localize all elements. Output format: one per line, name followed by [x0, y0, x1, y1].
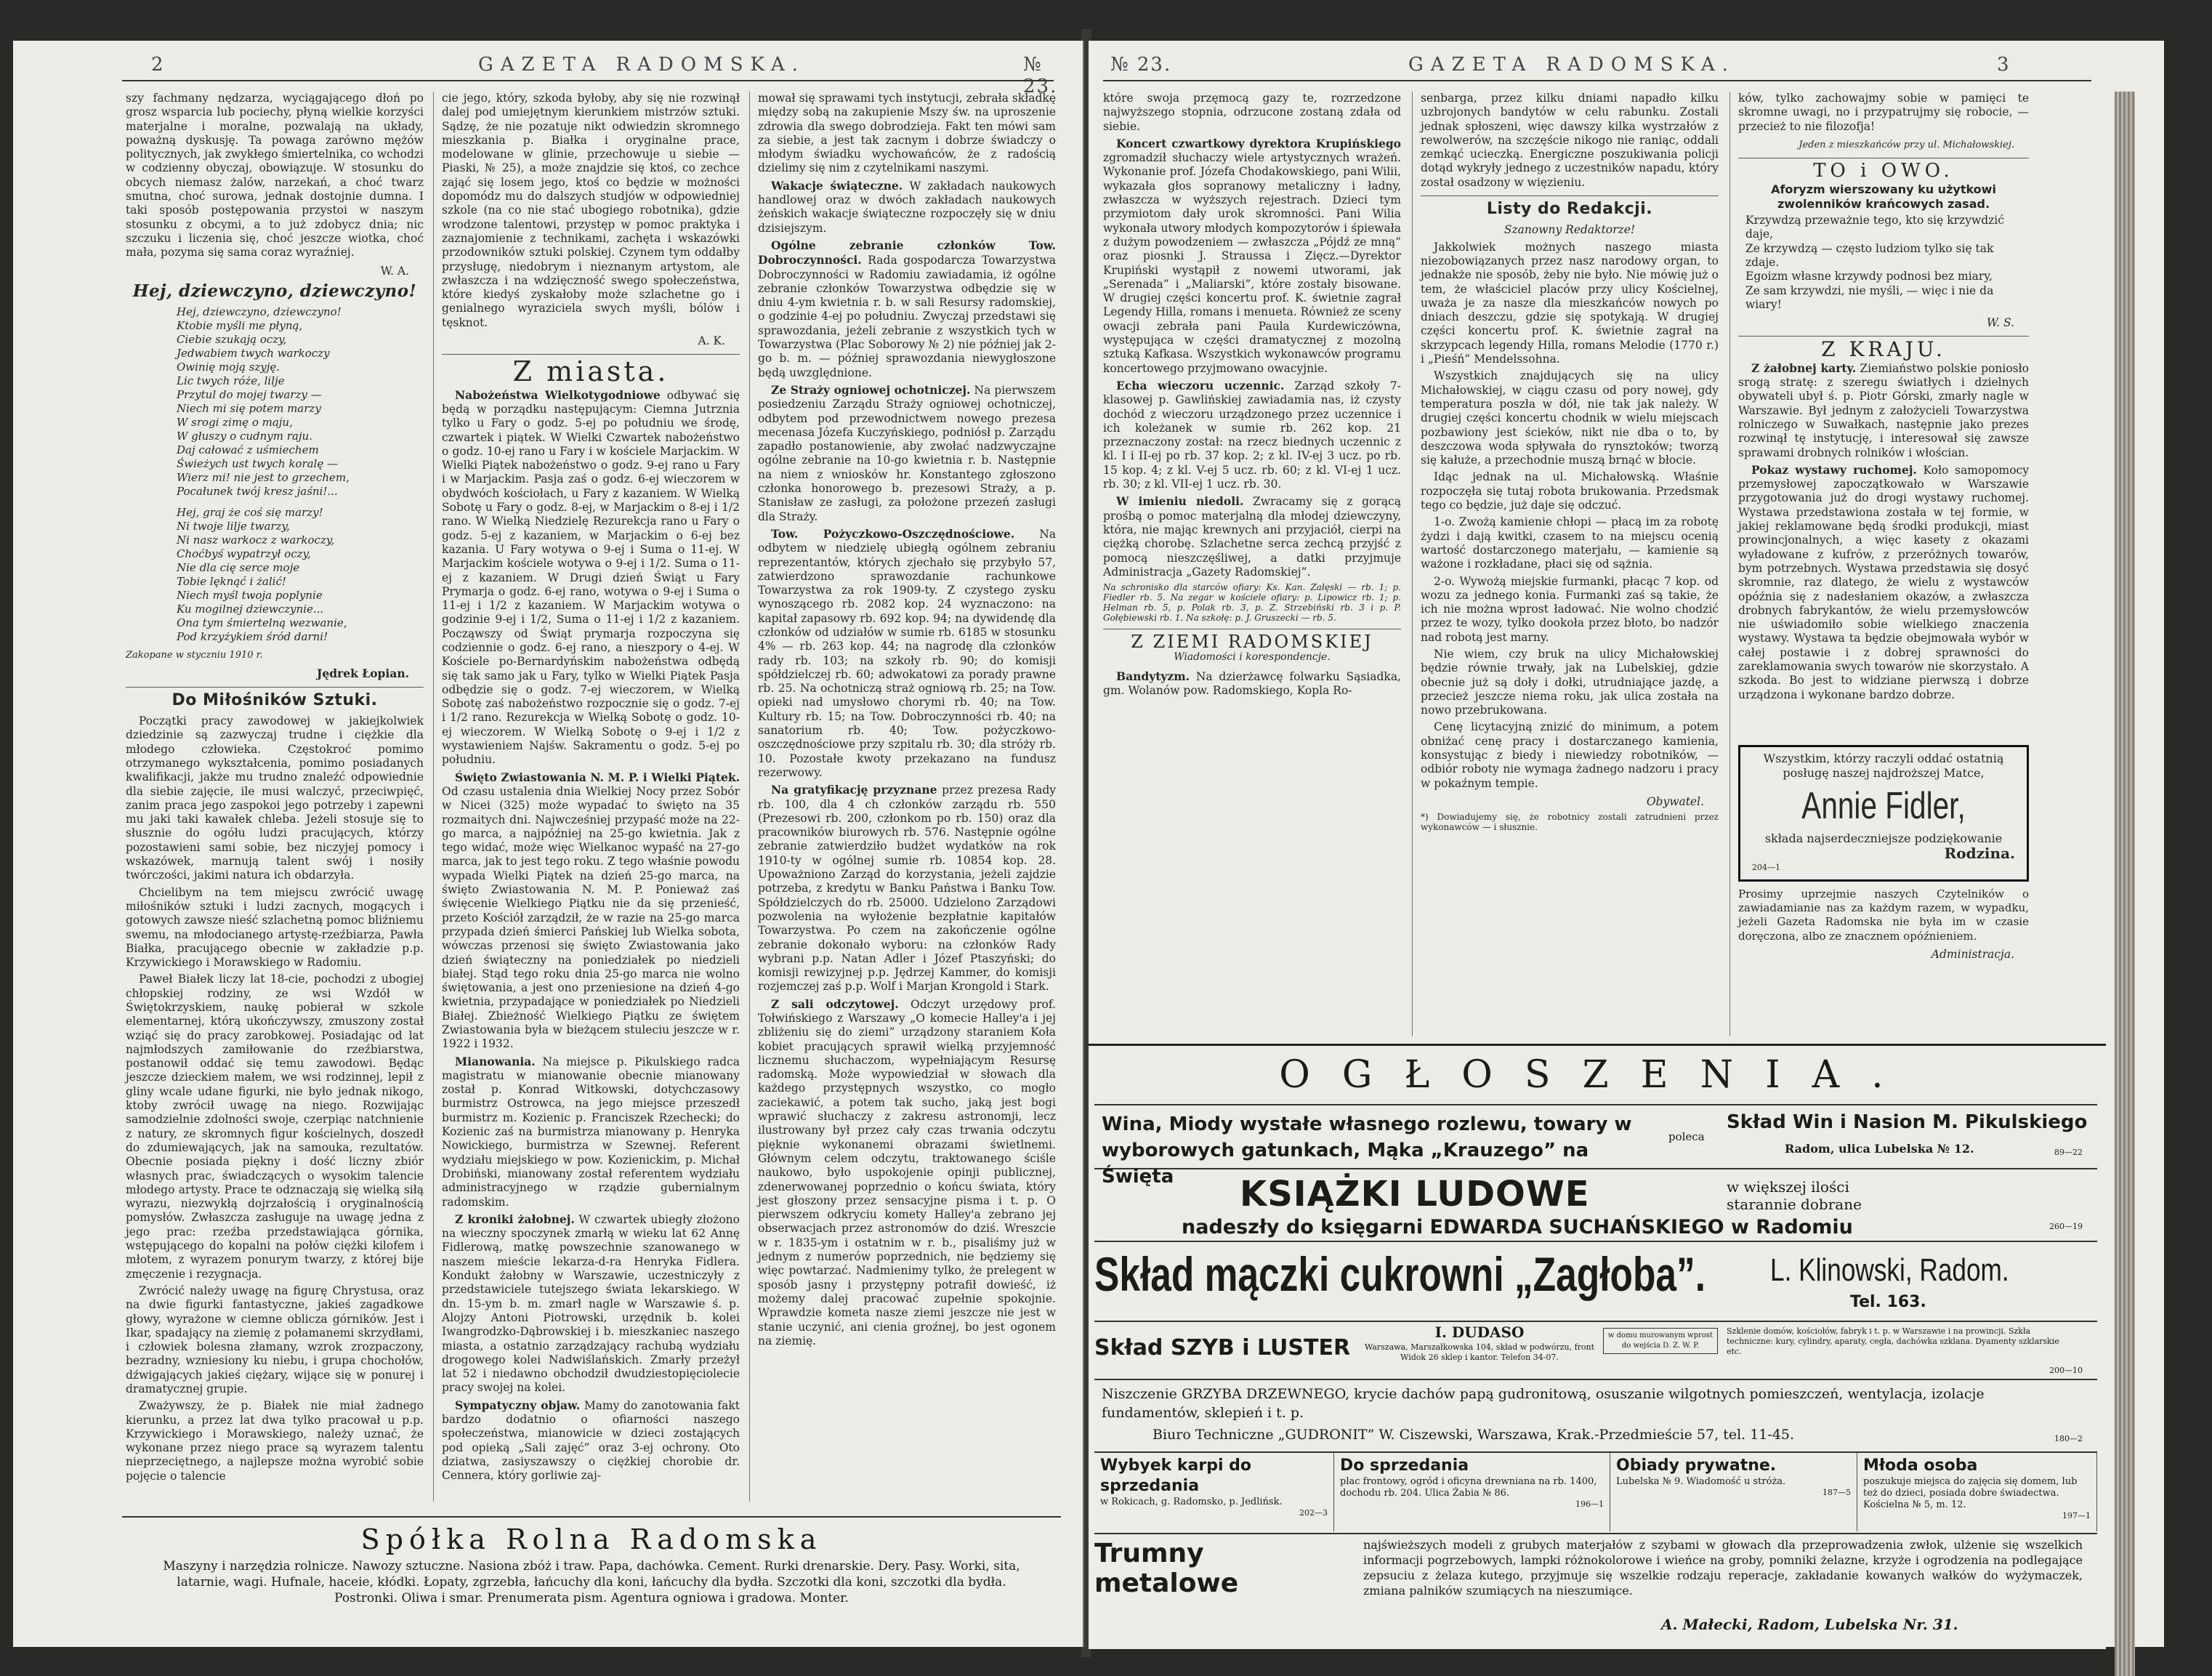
- ad-pikulski-address: Radom, ulica Lubelska № 12.: [1785, 1142, 1974, 1156]
- ad-szyby-box: w domu murowanym wprost do wejścia D. Z. W. P.: [1603, 1328, 1718, 1354]
- poem-line: Świeżych ust twych koralę —: [177, 457, 338, 471]
- small-ad-code: 187—5: [1823, 1488, 1851, 1497]
- poem-line: Lic twych róże, lilje: [177, 374, 285, 388]
- divider: [442, 354, 740, 355]
- news-item-text: przez prezesa Rady rb. 100, dla 4 ch członków zarządu rb. 550 (Prezesowi rb. 200, członkom po rb. 150) oraz dla pracowników biurowych rb. 576. Następnie ogólne zebranie zatwierdziło budżet wydatków na rok 1910-ty w ogólnej sumie rb. 10854 kop. 28. Upoważniono Zarząd do korzystania, jeżeli zajdzie potrzeba, z kredytu w Banku Państwa i Banku Tow. Spółdzielczych do rb. 25000. Udzielono Zarządowi pozwolenia na wyłożenie bezpłatnie kapitałów Towarzystwa. Po czem na zakończenie ogólne zebranie dokonało wyboru: na członków Rady wybrani p.p. Natan Adler i Józef Ptaszyński; do komisji rewizyjnej p.p. Jędrzej Kammer, do komisji rozjemczej zaś p.p. Wolf i Marjan Krongold i Stark.: [758, 783, 1056, 994]
- spolka-title: Spółka Rolna Radomska: [360, 1523, 823, 1555]
- small-ad-title: Do sprzedania: [1340, 1457, 1469, 1475]
- small-ad-text: plac frontowy, ogród i oficyna drewniana na rb. 1400, dochodu rb. 204. Ulica Żabia № 86.: [1340, 1476, 1597, 1499]
- news-item: [1103, 379, 1401, 491]
- small-ad: [1857, 1453, 2097, 1531]
- page-edges: [2115, 92, 2135, 1676]
- section-title-to-i-owo: TO i OWO.: [1813, 160, 1954, 182]
- ad-gudronit-code: 180—2: [2054, 1434, 2083, 1443]
- small-ad-text: w Rokicach, g. Radomsko, p. Jedlińsk.: [1100, 1496, 1283, 1507]
- column-rule: [433, 92, 434, 1502]
- small-ad-code: 196—1: [1575, 1499, 1604, 1509]
- ad-szyby-luster: [1094, 1322, 2097, 1380]
- poem-line: Owinię moją szyję.: [177, 360, 280, 374]
- paragraph: Wszystkich znajdujących się na ulicy Michałowskiej, w ciągu czasu od pory nowej, gdy temperatura poszła w dół, nie tak jak należy. W drugiej części koncertu chodnik w wielu miejscach pozbawiony jest ścieków, nikt nie dba o to, by deszczowa woda spływała do rynsztoków; tworzą się kałuże, a przechodnie muszą brnąć w błocie.: [1421, 369, 1719, 467]
- small-ad: [1094, 1453, 1334, 1531]
- small-ad: [1334, 1453, 1610, 1531]
- continued-signature: A. K.: [698, 334, 725, 348]
- news-items: [1738, 361, 2029, 739]
- advertisements-title: OGŁOSZENIA.: [1279, 1053, 1916, 1097]
- news-items: [1103, 137, 1401, 579]
- news-item-text: Zwracamy się z gorącą prośbą o pomoc materjalną dla młodej dziewczyny, która, nie mając krewnych ani przyjaciół, cierpi na ciężką chorobę. Szlachetne serca zechcą przyjść z pomocą nieszczęśliwej, a datki przyjmuje Administracja „Gazety Radomskiej”.: [1103, 495, 1401, 579]
- letters-salutation: Szanowny Redaktorze!: [1503, 223, 1636, 237]
- section-subtitle: Wiadomości i korespondencje.: [1174, 651, 1331, 664]
- poem-line: [177, 499, 424, 506]
- aphorism-signature: W. S.: [1986, 316, 2014, 330]
- left-page: [13, 41, 1084, 1647]
- ad-szyby-left: Skład SZYB i LUSTER: [1094, 1335, 1351, 1361]
- article-text: [126, 714, 424, 1483]
- small-ad-text: Lubelska № 9. Wiadomość u stróża.: [1616, 1476, 1786, 1487]
- letters-text: [1421, 241, 1719, 791]
- subscriber-notice: Prosimy uprzejmie naszych Czytelników o zawiadamianie nas za każdym razem, w wypadku, jeżeli Gazeta Radomska nie była im w czasie doręczona, albo ze znacznem opóźnieniem.: [1738, 887, 2029, 943]
- news-item-title: Pokaz wystawy ruchomej.: [1751, 462, 1917, 477]
- ad-ksiazki-ludowe: [1094, 1169, 2097, 1242]
- poem-line: Hej, graj że coś się marzy!: [177, 506, 323, 520]
- news-item: [758, 179, 1056, 235]
- news-item-text: Na dzierżawcę folwarku Sąsiadka, gm. Wolanów pow. Radomskiego, Kopla Ro-: [1103, 669, 1401, 697]
- news-items: [442, 388, 740, 1483]
- news-item-title: Bandytyzm.: [1116, 669, 1190, 683]
- poem-line: Niech myśl twoja poplynie: [177, 589, 323, 603]
- news-item: [758, 383, 1056, 524]
- advertisements-section: [1089, 1044, 2106, 1649]
- poem-line: Przytul do mojej twarzy —: [177, 388, 322, 402]
- page-number: 2: [151, 54, 171, 76]
- divider: [126, 687, 424, 688]
- news-item: [758, 783, 1056, 994]
- poem-line: W głuszy o cudnym raju.: [177, 430, 312, 443]
- poem-line: Ona tym śmiertelną wezwanie,: [177, 616, 347, 630]
- right-column-3: [1738, 92, 2029, 1051]
- ad-zagloba-firm: L. Klinowski, Radom.: [1770, 1252, 2009, 1288]
- continued-signature: Jeden z mieszkańców przy ul. Michałowskiej.: [1799, 139, 2014, 150]
- ad-gudronit-line2: Biuro Techniczne „GUDRONIT” W. Ciszewski, Warszawa, Krak.-Przedmieście 57, tel. 11-45.: [1153, 1427, 1795, 1443]
- ad-szyby-code: 200—10: [2049, 1366, 2083, 1375]
- small-ad-title: Młoda osoba: [1863, 1457, 1978, 1475]
- news-item: [442, 770, 740, 1052]
- right-column-1: [1103, 92, 1401, 1051]
- news-item-text: Na miejsce p. Pikulskiego radca magistratu w mianowanie obecnie mianowany został p. Konrad Witkowski, dotychczasowy burmistrz Ostrowca, na jego miejsce przeszedł burmistrz m. Kozienic p. Franciszek Rzechecki; do Kozienic zaś na burmistrza mianowany p. Henryka Nowickiego, burmistrza w Szewnej. Referent wydziału miejskiego w pow. Kozienickim, p. Michał Drobiński, mianowany został referentem wydziału administracyjnego w rządzie gubernialnym radomskim.: [442, 1055, 740, 1209]
- paragraph: Zwrócić należy uwagę na figurę Chrystusa, oraz na dwie figurki fantastyczne, jakieś zagadkowe głowy, wyrażone w ciemne oblicza górników. Jest i Ikar, spadający na ziemię z połamanemi skrzydłami, i człowiek bolesna złamany, wzrok zrozpaczony, bezradny, wzniesiony ku niebu, i grupa chochołów, dźwigających jakieś ciężary, wijące się w ponurej i dramatycznej grupie.: [126, 1284, 424, 1395]
- ad-pikulski-poleca: poleca: [1668, 1130, 1705, 1143]
- poem-line: Ktobie myśli me płyną,: [177, 319, 303, 333]
- news-items: [758, 179, 1056, 1348]
- ad-szyby-right: Szklenie domów, kościołów, fabryk i t. p. w Warszawie i na prowincji. Szkła techniczne: kury, cylindry, aparaty, cegła, dachówka szklana. Dyamenty szklarskie etc.: [1727, 1326, 2059, 1356]
- mourning-from: Rodzina.: [1944, 844, 2015, 862]
- poem-line: Pocałunek twój kresz jaśni!...: [177, 485, 338, 499]
- aphorism-line: Egoizm własne krzywdy podnosi bez miary,: [1745, 270, 1993, 283]
- poem-line: Ni nasz warkocz z warkoczy,: [177, 533, 335, 547]
- news-item-title: Ze Straży ogniowej ochotniczej.: [771, 382, 971, 397]
- paragraph: Chcielibym na tem miejscu zwrócić uwagę miłośników sztuki i ludzi zacnych, mogących i gotowych zawsze nieść szlachetną pomoc bliźniemu swemu, na młodocianego artystę-rzeźbiarza, Pawła Białka, pracującego obecnie w zakładzie p.p. Krzywickiego i Morawskiego w Radomiu.: [126, 885, 424, 970]
- paragraph: Jakkolwiek możnych naszego miasta niezobowiązanych przez nasz narodowy organ, to jednakże nie sposób, żeby nie było. Nie mówię już o tem, że właściciel placów przy ulicy Kościelnej, uważa je za nasze dla mieszkańców nowych po dniach deszczu, gdzie się spotykają. W drugiej części koncertu prof. K. świetnie zagrał na skrzypcach legendy Hilla, romans Melodie (1770 r.) i „Pieśń” Mendelssohna.: [1421, 240, 1719, 366]
- news-item-text: W czwartek ubiegły złożono na wieczny spoczynek zmarłą w wieku lat 62 Annę Fidlerową, matkę powszechnie szanowanego w naszem mieście lekarza-d-ra Henryka Fidlera. Kondukt żałobny w Warszawie, uczestniczyły z przedstawiciele tutejszego świata lekarskiego. W dn. 15-ym b. m. zmarł nagle w Warszawie ś. p. Alojzy Antoni Piotrowski, urzędnik b. kolei Iwangrodzko-Dąbrowskiej i b. mieszkaniec naszego miasta, a ostatnio zarządzający rachubą wydziału drogowego kolei Nadwiślańskich. Zmarły przeżył lat 52 i niedawno obchodził dwudziestopięciolecie pracy swojej na kolei.: [442, 1212, 740, 1395]
- mourning-code: 204—1: [1752, 862, 1780, 872]
- poem-signature: Jędrek Łopian.: [317, 666, 409, 681]
- divider: [1738, 336, 2029, 337]
- ad-gudronit-line1: Niszczenie GRZYBA DRZEWNEGO, krycie dachów papą gudronitową, osuszanie wilgotnych pomieszczeń, wentylacja, izolacje fundamentów, sklepień i t. p.: [1102, 1386, 1985, 1421]
- continued-text: cie jego, który, szkoda byłoby, aby się nie rozwinął dalej pod umiejętnym kierunkiem mistrzów sztuki. Sądzę, że nie pozatuje nikt odwiedzin skromnego mieszkania p. Białka i oryginalne prace, modelowane w glinie, przechowuje u siebie — Piaski, № 25), a może znajdzie się ktoś, co zechce zająć się losem jego, ktoś co będzie w możności dopomódz mu do dalszych studjów w odpowiedniej szkole (na co nie stać ubogiego robotnika), gdzie wrodzone talentowi, przystęp w pomoc praktyka i zaznajomienie z technikami, zachęta i wskazówki przodowników sztuki polskiej. Czynem tym oddałby przysługę, niedobrym i nieznanym artystom, ale zwłaszcza i na wdzięczność swego społeczeństwa, które kiedyś zyskałoby może szlachetne go i genialnego wyraziciela swych myśli, bólów i tęsknot.: [442, 92, 740, 329]
- ad-trumny-title: Trumny metalowe: [1094, 1539, 1239, 1598]
- news-item: [1103, 494, 1401, 579]
- left-column-3: [758, 92, 1056, 1516]
- poem-line: Pod krzyżykiem śród darni!: [177, 630, 328, 644]
- masthead: GAZETA RADOMSKA.: [478, 54, 805, 76]
- news-item-text: zgromadził słuchaczy wiele artystycznych wrażeń. Wykonanie prof. Józefa Chodakowskiego, pani Wilii, wykazała głos sopranowy metaliczny i ładny, zwłaszcza w wyższych rejestrach. Dzieci tym przymiotom dały urok skromności. Pani Wilia wykonała utwory młodych kompozytorów i śpiewała z dużym powodzeniem — zwłaszcza „Pójdź ze mną” oraz piosnki J. Straussa i Zięcz.—Dyrektor Krupiński wystąpił z nowemi utworami, jak „Serenada” i „Maliarski”, które zostały bisowane. W drugiej części koncertu prof. K. świetnie zagrał Legendy Hilla, romans i menueta. Również ze sceny owacji zebrała pani Paula Kurdewiczówna, występująca w części dramatycznej z mozolną sztuką Kafkasa. Wszystkich wykonawców programu koncertowego przyjmowano owacyjnie.: [1103, 151, 1401, 375]
- paragraph: Idąc jednak na ul. Michałowską. Właśnie rozpoczęła się tutaj robota brukowania. Przedsmak tego co będzie, już daje się odczuć.: [1421, 470, 1719, 512]
- letters-footnote: *) Dowiadujemy się, że robotnicy zostali zatrudnieni przez wykonawców — i słusznie.: [1421, 812, 1719, 833]
- news-item: [758, 527, 1056, 780]
- poem-line: Nie dla cię serce moje: [177, 561, 300, 575]
- poem-line: Hej, dziewczyno, dziewczyno!: [177, 305, 342, 319]
- news-item-title: Nabożeństwa Wielkotygodniowe: [455, 387, 661, 402]
- poem: [126, 305, 424, 644]
- news-item: [1103, 137, 1401, 376]
- news-item-text: Rada gospodarcza Towarzystwa Dobroczynności w Radomiu zawiadamia, iż ogólne zebranie członków Towarzystwa odbędzie się w dniu 4-ym kwietnia r. b. w sali Resursy radomskiej, o godzinie 4-ej po południu. Zwyczaj przedstawi się sprawozdania, jeżeli zebranie z wszystkich tych w Towarzystwa (Plac Soborowy № 2) nie później jak 2-go b. m. — później sprawozdania niewygłoszone będą uwzględnione.: [758, 254, 1056, 379]
- section-title-z-kraju: Z KRAJU.: [1821, 337, 1946, 362]
- paragraph: 1-o. Zwożą kamienie chłopi — płacą im za robotę żydzi i dają kwitki, czasem to na miejscu ocenią wartość dostarczonego materjału, — kamienie są ważone i rozkładane, płaci się od sążnia.: [1421, 515, 1719, 571]
- poem-line: Ku mogilnej dziewczynie...: [177, 603, 324, 616]
- ad-trumny-text: najświeższych modeli z grubych materjałów z szybami w głowach dla przeprowadzenia zwłok, ulżenie się wszelkich informacji pogrzebowych, lampki różnokolorowe i wieńce na groby, pomniki żelazne, krzyże i ogrodzenia na podlegające zepsuciu z żelaza kutego, przyjmuje się wszelkie rodzaju reperacje, zakładanie kowanych wałków do wyżymaczek, zmiana palników szumiących na nieszumiące.: [1363, 1538, 2083, 1598]
- continued-text: mował się sprawami tych instytucji, zebrała składkę między sobą na zakupienie Mszy św. na uproszenie zdrowia dla swego dobrodzieja. Fakt ten mówi sam za siebie, a jest tak zacnym i dobrze świadczy o młodym świadku wychowańców, że z radością dzielimy się nim z czytelnikami naszymi.: [758, 92, 1056, 175]
- left-column-1: [126, 92, 424, 1516]
- poem-line: Niech mi się potem marzy: [177, 402, 321, 416]
- donations: Na schronisko dla starców ofiary: Ks. Kan. Załęski — rb. 1; p. Fiedler rb. 5. Na zegar w kościele ofiary: p. Lipowicz rb. 1; p. Helman rb. 5, p. Polak rb. 3, p. Z. Strzebiński rb. 3 i p. P. Gołębiewski rb. 1. Na szkołę: p. J. Gruszecki — rb. 5.: [1103, 582, 1401, 624]
- news-item: [758, 238, 1056, 380]
- paragraph: 2-o. Wywożą miejskie furmanki, płacąc 7 kop. od wozu za jednego konia. Furmanki zaś są takie, że ich nie można wprost ładować. Nie wolno chodzić przez te wozy, tylko dookoła przez błoto, bo nadzór nad robotą jest marny.: [1421, 574, 1719, 644]
- right-page: [1089, 41, 2164, 1647]
- masthead: GAZETA RADOMSKA.: [1408, 54, 1735, 76]
- aphorism-title: Aforyzm wierszowany ku użytkowi zwolenników krańcowych zasad.: [1771, 182, 1996, 211]
- paragraph: Początki pracy zawodowej w jakiejkolwiek dziedzinie są zazwyczaj trudne i ciężkie dla młodego człowieka. Częstokroć pomimo otrzymanego wykształcenia, pomimo posiadanych kwalifikacji, jakże mu trudno znaleźć odpowiednie dla siebie zajęcie, ile musi walczyć, przeciwpięć, zanim praca jego zaspokoi jego potrzeby i zapewni mu jaki taki kawałek chleba. Jeżeli stosuje się to słusznie do ogółu ludzi pracujących, którzy pozostawieni sami sobie, bez niczyjej pomocy i wskazówek, marnują talent swój i nosiły twórczości, jakimi natura ich obdarzyła.: [126, 714, 424, 882]
- ad-ksiazki-code: 260—19: [2049, 1222, 2083, 1231]
- aphorism: [1738, 214, 2029, 312]
- news-item-text: Ziemiaństwo polskie poniosło srogą stratę: z szeregu światłych i dzielnych obywateli ubył ś. p. Piotr Górski, zmarły nagle w Warszawie. Był jednym z założycieli Towarzystwa rolniczego w Suwałkach, następnie jako prezes rozwinął tę instytucję, i interesował się zawsze sprawami drobnych rolników i włościan.: [1738, 361, 2029, 459]
- page-number: 3: [1997, 54, 2017, 76]
- continued-text: senbarga, przez kilku dniami napadło kilku uzbrojonych bandytów w celu rabunku. Zostali jednak spłoszeni, więc dawszy kilka wystrzałów z rewolwerów, na szczęście nikogo nie raniąc, oddali zemkąć ucieczką. Energiczne poszukiwania policji dotąd wykryły jednego z uczestników napadu, który został osadzony w więzieniu.: [1421, 92, 1719, 189]
- article-title: Do Miłośników Sztuki.: [171, 690, 378, 709]
- poem-line: Wierz mi! nie jest to grzechem,: [177, 471, 350, 485]
- poem-line: Ni twoje lilje twarzy,: [177, 520, 290, 533]
- intro-text: szy fachmany nędzarza, wyciągającego dłoń po grosz wsparcia lub pociechy, płyną wielkie korzyści materjalne i moralne, pozwalają na układy, poważną dyskusję. Ta powaga zarówno mężów politycznych, jak zwykłego śmiertelnika, co wchodzi w codzienny obyczaj, obowiązuje. W stosunku do obcych niemasz żalów, narzekań, a choć twarz smutna, choć surowa, jednak dostojnie dumna. I taki sposób postępowania przystoi w naszym stosunku z obcymi, a to już zdobycz dnia; nic szczuku i liczenia się, choć jeszcze wiotka, choć mała, pozyma się sama coraz wyraźniej.: [126, 92, 424, 259]
- news-item-title: Tow. Pożyczkowo-Oszczędnościowe.: [771, 526, 1015, 541]
- news-item-text: Zarząd szkoły 7-klasowej p. Gawlińskiej zawiadamia nas, iż czysty dochód z wieczoru urządzonego przez uczennice i ich koleżanek w sumie rb. 262 kop. 21 przeznaczony został: na rzecz biednych uczennic z kl. I i II-ej po rb. 37 kop. 2; z kl. IV-ej 3 ucz. po rb. 15 kop. 4; z kl. V-ej 5 ucz. rb. 60; z kl. VI-ej 1 ucz. rb. 30; z kl. VII-ej 1 ucz. rb. 30.: [1103, 379, 1401, 491]
- poem-title: Hej, dziewczyno, dziewczyno!: [132, 281, 417, 301]
- issue-number: № 23.: [1023, 54, 1058, 97]
- news-item-title: Z kroniki żałobnej.: [455, 1212, 575, 1226]
- section-title-z-miasta: Z miasta.: [512, 355, 669, 388]
- ad-szyby-address: Warszawa, Marszałkowska 104, skład w podwórzu, front Widok 26 sklep i kantor. Telefon 34-07.: [1364, 1342, 1595, 1362]
- news-item-title: W imieniu niedoli.: [1116, 494, 1244, 509]
- spolka-text: Maszyny i narzędzia rolnicze. Nawozy sztuczne. Nasiona zbóż i traw. Papa, dachówka. Cement. Rurki drenarskie. Dery. Pasy. Worki, sita, latarnie, wagi. Hufnale, haceie, kłódki. Łopaty, zgrzebła, łańcuchy dla koni, łańcuchy dla bydła. Szczotki dla koni, szczotki dla bydła. Postronki. Oliwa i smar. Prenumerata pism. Agentura ogniowa i gradowa. Monter.: [163, 1559, 1020, 1606]
- left-page-header: [13, 48, 1083, 97]
- poem-line: W srogi zimę o maju,: [177, 416, 293, 430]
- news-item-title: Z sali odczytowej.: [771, 996, 899, 1011]
- spolka-ad: [122, 1516, 1061, 1645]
- poem-line: Tobie lęknąć i żalić!: [177, 575, 286, 589]
- letters-title: Listy do Redakcji.: [1486, 200, 1653, 219]
- paragraph: Paweł Białek liczy lat 18-cie, pochodzi z ubogiej chłopskiej rodziny, ze wsi Wzdół w Świętokrzyskiem, naukę pobierał w szkole elementarnej, którą ukończywszy, zmuszony został wziąć się do pracy zarobkowej. Posiadając od lat najmłodszych zamiłowanie do rzeźbiarstwa, postanowił oddać się temu zawodowi. Będąc jeszcze dzieckiem małem, we wsi rodzinnej, lepił z gliny wcale udane figurki, nie było jednak nikogo, ktoby zwrócił uwagę na niego. Rozwijając samodzielnie zdolności swoje, czerpiąc natchnienie z natury, ze skromnych figur kościelnych, doszedł do zdumiewających, jak na samouka, rezultatów. Obecnie posiada piękny i dość liczny zbiór własnych prac, świadczących o wysokim talencie młodego artysty. Prace te odznaczają się wielką siłą wyrazu, niezwykłą dojrzałością i oryginalnością pomysłów. Zwłaszcza zasługuje na uwagę jedna z jego prac: rzeźba przedstawiająca górnika, wstępującego do kopalni na połów ciężki kilofem i młotem, z wyrazem ponurym twarzy, z której bije zmęczenie i rezygnacja.: [126, 972, 424, 1281]
- ad-pikulski-firm: Skład Win i Nasion M. Pikulskiego: [1727, 1111, 2088, 1133]
- news-item-text: Mamy do zanotowania fakt bardzo dodatnio o ofiarności naszego społeczeństwa, mianowicie w dzieci zostających pod opieką „Sali zajęć” oraz 3-ej ochrony. Oto dziatwa, zasiyszawszy o ciężkiej chorobie dr. Cennera, który gorliwie zaj-: [442, 1398, 740, 1483]
- news-item-text: odbywać się będą w porządku następującym: Ciemna Jutrznia tylko u Fary o godz. 5-ej po południu we środę, czwartek i piątek. W Wielki Czwartek nabożeństwo o godz. 10-ej rano u Fary i w kościele Marjackim. W Wielki Piątek nabożeństwo o godz. 9-ej rano u Fary i w Marjackim. Pasja zaś o godz. 6-ej wieczorem w obydwóch kościołach, u Fary z kazaniem. W Wielką Sobotę u Fary o godz. 8-ej, w Marjackim o 8-ej i 1/2 rano. W Wielką Niedzielę Rezurekcja rano u Fary o godz. 5-ej z kazaniem, w Marjackim o 6-ej bez kazania. U Fary wotywa o 9-ej i Suma o 11-ej. W Marjackim kościele wotywa o 9-ej i 1/2. Suma o 11-ej z kazaniem. W Drugi dzień Świąt u Fary Prymarja o godz. 6-ej rano, wotywa o 9-ej i Suma o 11-ej i 1/2 z kazaniem. W Marjackim wotywa o godzinie 9-ej i 1/2, Suma o 11-ej i 1/2 z kazaniem. Począwszy od Świąt prymarja rozpoczyna się codziennie o godz. 6-ej rano, a nieszpory o 4-ej. W Kościele po-Bernardyńskim nabożeństwa odbędą się tak samo jak u Fary, tylko w Wielki Piątek Pasja odbędzie się o godz. 7-ej wieczorem, w Wielką Sobotę zaś nabożeństwo rozpocznie się o godz. 7-ej i 1/2 rano. Rezurekcja w Wielką Sobotę o godz. 10-ej wieczorem. W Wielką Sobotę o 9-ej i 1/2 z wystawieniem Najśw. Sakramentu o godz. 5-ej po południu.: [442, 388, 740, 767]
- small-ad-title: Obiady prywatne.: [1616, 1457, 1777, 1475]
- paragraph: Cenę licytacyjną znizić do minimum, a potem obniżać cenę pracy i dostarczanego kamienia, konsystując z biedy i niewiedzy robotników, — odbiór roboty nie wymaga żadnego nadzoru i pracy w pokaźnym tempie.: [1421, 720, 1719, 790]
- news-item-text: W zakładach naukowych handlowej oraz w dwóch zakładach naukowych żeńskich wakacje świąteczne rozpoczęły się w dniu dzisiejszym.: [758, 179, 1056, 235]
- section-title-ziemia: Z ZIEMI RADOMSKIEJ: [1131, 632, 1373, 653]
- news-item: [442, 1398, 740, 1483]
- aphorism-line: Krzywdzą przeważnie tego, kto się krzywdzić daje,: [1745, 214, 2004, 241]
- news-item-text: Na odbytem w niedzielę ubiegłą ogólnem zebraniu reprezentantów, których zjechało się przybyło 57, zatwierdzono sprawozdanie rachunkowe Towarzystwa za rok 1909-ty. Z czystego zysku wynoszącego rb. 2082 kop. 24 wyznaczono: na kapitał zapasowy rb. 692 kop. 94; na dywidendę dla członków od udziałów w sumie rb. 6185 w stosunku 4% — rb. 263 kop. 44; na nagrodę dla członków rady rb. 103; na szkoły rb. 90; do komisji spółdzielczej rb. 60; adwokatowi za porady prawne rb. 25. Na ochotniczą straż ogniową rb. 25; na Tow. opieki nad umysłowo chorymi rb. 40; na Tow. Kultury rb. 15; na Tow. Dobroczynności rb. 40; na sanatorium rb. 40; Tow. pożyczkowo-oszczędnościowe przy szpitalu rb. 30; dla stróży rb. 10. Pozostałe kwoty przekazano na fundusz rezerwowy.: [758, 527, 1056, 779]
- ad-ksiazki-title: KSIĄŻKI LUDOWE: [1240, 1174, 1590, 1214]
- poem-line: Daj całować z uśmiechem: [177, 443, 319, 457]
- ad-trumny-signature: A. Małecki, Radom, Lubelska Nr. 31.: [1661, 1616, 1958, 1633]
- news-item-title: Z żałobnej karty.: [1751, 360, 1857, 375]
- paragraph: Nie wiem, czy bruk na ulicy Michałowskiej będzie równie trwały, jak na Lubelskiej, gdzie obecnie już są doły i dołki, utrudniające jazdę, a przecież jeszcze niema roku, jak ulica została na nowo przebrukowana.: [1421, 647, 1719, 717]
- ad-trumny: [1094, 1534, 2097, 1643]
- letters-signature: Obywatel.: [1646, 794, 1704, 808]
- poem-line: Jedwabiem twych warkoczy: [177, 347, 330, 360]
- ad-ksiazki-side2: starannie dobrane: [1727, 1196, 1862, 1213]
- news-item: [1738, 463, 2029, 702]
- column-rule: [749, 92, 750, 1502]
- paragraph: Zważywszy, że p. Białek nie miał żadnego kierunku, a przez lat dwa tylko pracował u p.p. Krzywickiego i Morawskiego, należy uznać, że wykonane przez niego prace są wyrazem talentu nieprzeciętnego, a najlepsze można wyrobić sobie pojęcie o talencie: [126, 1399, 424, 1483]
- aphorism-line: Ze sam krzywdzi, nie myśli, — więc i nie da wiary!: [1745, 283, 1994, 311]
- news-item-title: Mianowania.: [455, 1054, 536, 1068]
- ad-zagloba-title: Skład mączki cukrowni „Zagłoba”.: [1094, 1247, 1706, 1301]
- continued-text: które swoja przęmocą gazy te, rozrzedzone najwyższego stopnia, odrzucone zostaną zdała od siebie.: [1103, 92, 1401, 133]
- news-item: [1103, 669, 1401, 698]
- mourning-thanks: składa najserdeczniejsze podziękowanie: [1764, 831, 2003, 845]
- news-item: [1738, 361, 2029, 460]
- continued-text: ków, tylko zachowajmy sobie w pamięci te skromne uwagi, no i przypatrujmy się robocie, — przecież to nie filozofja!: [1738, 92, 2029, 133]
- news-item: [442, 388, 740, 768]
- aphorism-line: Ze krzywdzą — często ludziom tylko się tak zdaje.: [1745, 241, 1994, 269]
- news-item-text: Od czasu ustalenia dnia Wielkiej Nocy przez Sobór w Nicei (325) może wypadać to święto na 35 rozmaitych dni. Najwcześniej przypaść może na 22-go marca, a najpóźniej na 25-go kwietnia. Jak z tego widać, może więc Wielkanoc wypaść na 27-go marca, jak to jest tego roku. Z tego właśnie powodu wypada Wielki Piątek na dzień 25-go marca, na święto Zwiastowania N. M. P. Ponieważ zaś święcenie Wielkiego Piątku nie da się przenieść, przeto Kościół zarządził, że w razie na 25-go marca przypada dzień śmierci Pańskiej lub Wielka sobota, wówczas przenosi się święto Zwiastowania jako dzień świąteczny na poniedziałek po niedzieli białej. Stąd tego roku dnia 25-go marca nie wolno świętowania, a jest ono przeniesione na dzień 4-go kwietnia, przypadające w poniedziałek po Niedzieli Białej. Zbieżność Wielkiego Piątku ze świętem Zwiastowania była w bieżącem stuleciu jeszcze w r. 1922 i 1932.: [442, 784, 740, 1051]
- intro-signature: W. A.: [380, 264, 409, 278]
- ad-ksiazki-side1: w większej ilości: [1727, 1178, 1849, 1196]
- news-item-text: Na pierwszem posiedzeniu Zarządu Straży ogniowej ochotniczej, odbytem pod przewodnictwem nowego prezesa mecenasa Józefa Kuczyńskiego, podniósł p. Zarządu zapadło postanowienie, aby zwołać nadzwyczajne ogólne zebranie na 10-go kwietnia r. b. Następnie na niem z wniosków hr. Konstantego zgłoszono członka honorowego b. prezesowi Straży, a p. Stanisław ze zasługi, za położone przezeń zasługi dla Straży.: [758, 383, 1056, 523]
- news-item-title: Na gratyfikację przyznane: [771, 783, 937, 797]
- small-ad-code: 197—1: [2062, 1511, 2091, 1520]
- ad-zagloba-tel: Tel. 163.: [1850, 1293, 1926, 1311]
- news-item: [758, 997, 1056, 1348]
- small-ads-row: [1094, 1453, 2097, 1534]
- poem-line: Ciebie szukają oczy,: [177, 333, 287, 347]
- ad-pikulski-code: 89—22: [2054, 1148, 2083, 1157]
- ad-szyby-firm: I. DUDASO: [1434, 1324, 1525, 1341]
- ad-pikulski-offer: Wina, Miody wystałe własnego rozlewu, towary w wyborowych gatunkach, Mąka „Krauzego” na Święta: [1102, 1113, 1632, 1188]
- column-rule: [1729, 92, 1730, 1036]
- news-item-title: Święto Zwiastowania N. M. P. i Wielki Piątek.: [455, 770, 740, 784]
- ad-zagloba: [1094, 1242, 2097, 1322]
- news-item-text: Koło samopomocy przemysłowej zapoczątkowało w Warszawie przygotowania już do drogi wystawy ruchomej. Wystawa przedstawiona została w tej formie, w jakiej reklamowane będą środki produkcji, miast prowincjonalnych, a więc kasety z okazami wyładowane z kufrów, z przeróżnych towarów, bym potrzebnych. Wystawa przedstawia się dosyć skromnie, raz dlatego, że wielu z wystawców opóźnia się z nadesłaniem okazów, a zwłaszcza drobnych fabrykantów, że wielu przemysłowców nie uświadomiło sobie wielkiego znaczenia wystawy. Wystawa ta będzie obejmowała wybór w całej postawie i z dobrej sprawności do zareklamowania swych towarów nie skorzystało. A szkoda. Bo jest to widziane pierwszą i dobrze urządzona i wykonane bardzo dobrze.: [1738, 463, 2029, 701]
- running-number: № 23.: [1110, 54, 1172, 76]
- small-ad-text: poszukuje miejsca do zajęcia się domem, lub też do dzieci, posiada dobre świadectwa. Kościelna № 5, m. 12.: [1863, 1476, 2078, 1510]
- right-page-header: [1089, 48, 2164, 81]
- small-ad: [1610, 1453, 1857, 1531]
- news-item-title: Sympatyczny objaw.: [455, 1398, 581, 1412]
- mourning-notice: [1738, 745, 2029, 882]
- poem-line: Choćbyś wypatrzył oczy,: [177, 547, 311, 561]
- mourning-name: Annie Fidler,: [1801, 784, 1966, 827]
- news-item-title: Echa wieczoru uczennic.: [1116, 378, 1285, 392]
- news-item-title: Wakacje świąteczne.: [771, 178, 903, 193]
- ad-gudronit: [1094, 1380, 2097, 1453]
- small-ad-code: 202—3: [1299, 1508, 1328, 1518]
- news-item: [442, 1212, 740, 1395]
- subscriber-notice-signature: Administracja.: [1931, 947, 2014, 961]
- news-item: [442, 1055, 740, 1209]
- news-items: [1103, 669, 1401, 698]
- news-item-title: Koncert czwartkowy dyrektora Krupińskiego: [1116, 136, 1401, 150]
- header-rule: [122, 80, 1054, 81]
- ad-ksiazki-subtitle: nadeszły do księgarni EDWARDA SUCHAŃSKIEGO w Radomiu: [1182, 1216, 1853, 1238]
- right-column-2: [1421, 92, 1719, 1051]
- news-item-text: Odczyt urzędowy prof. Tołwińskiego z Warszawy „O komecie Halley'a i jej zbliżeniu się do ziemi” urządzony staraniem Koła kobiet pracujących sprawił wielką przyjemność licznemu słuchaczom, wypełniającym Resursę radomską. Może wypowiedział w słowach dla każdego przystępnych wszystko, co mogło zaciekawić, a potem tak sucho, jaką jest bogi wprawić słuchaczy z zakresu astronomji, lecz ilustrowany był przez cały czas trwania odczytu pięknie wykonanemi obrazami świetlnemi. Głównym celem odczytu, traktowanego ściśle naukowo, było uspokojenie opinji publicznej, zdenerwowanej poprzednio o końcu świata, który jest głoszony przez sensacyjne pisma i t. p. O pierwszem odkryciu komety Halley'a zebrano jej obserwacjach przez astronomów do dziś. Wreszcie w r. 1835-ym i ostatnim w r. b., pisaliśmy już w jednym z numerów poprzednich, nie będziemy się więc powtarzać. Nadmienimy tylko, że prelegent w sposób jasny i przystępny potrafił dowieść, iż możemy dalej pracować zupełnie spokojnie. Wprawdzie kometa nasze ziemi jeszcze nie jest w stanie uczynić, ani cienia groźnej, bo jest ogonem na ziemię.: [758, 997, 1056, 1347]
- news-item-title: Ogólne zebranie członków Tow. Dobroczynności.: [758, 238, 1056, 267]
- poem-place: Zakopane w styczniu 1910 r.: [126, 650, 263, 661]
- column-rule: [1412, 92, 1413, 1036]
- header-rule: [1103, 80, 2091, 81]
- small-ad-title: Wybyek karpi do sprzedania: [1100, 1457, 1252, 1495]
- mourning-text: Wszystkim, którzy raczyli oddać ostatnią posługę naszej najdroższej Matce,: [1763, 751, 2004, 780]
- left-column-2: [442, 92, 740, 1516]
